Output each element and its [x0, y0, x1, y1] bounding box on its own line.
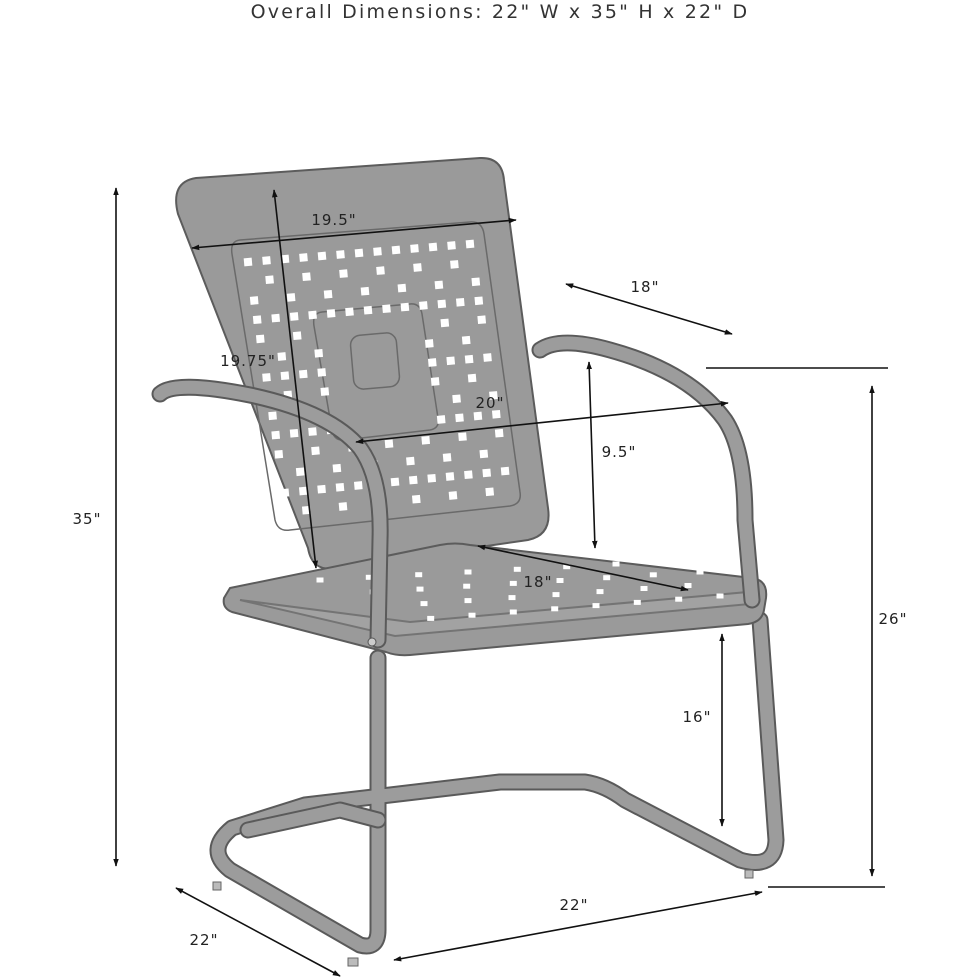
back-hole	[465, 355, 474, 364]
back-hole	[339, 502, 348, 511]
back-hole	[308, 311, 317, 320]
back-hole	[265, 275, 274, 284]
seat-hole	[415, 572, 422, 577]
arm-above-seat-label: 9.5"	[601, 443, 637, 461]
back-hole	[455, 413, 464, 422]
back-hole	[468, 374, 477, 383]
back-hole	[392, 246, 401, 255]
back-hole	[336, 250, 345, 259]
back-hole	[382, 304, 391, 313]
back-hole	[419, 301, 428, 310]
seat-hole	[421, 601, 428, 606]
seat-hole	[675, 597, 682, 602]
back-hole	[373, 247, 382, 256]
back-hole	[268, 411, 277, 420]
back-height-label: 19.75"	[220, 352, 276, 370]
back-hole	[290, 312, 299, 321]
back-hole	[354, 481, 363, 490]
back-hole	[311, 446, 320, 455]
back-hole	[277, 352, 286, 361]
back-hole	[428, 358, 437, 367]
back-hole	[361, 287, 370, 296]
seat-hole	[650, 572, 657, 577]
chair-seat	[224, 544, 767, 656]
back-hole	[244, 258, 253, 267]
back-hole	[398, 284, 407, 293]
back-hole	[391, 478, 400, 487]
back-hole	[421, 436, 430, 445]
back-hole	[425, 339, 434, 348]
seat-hole	[603, 575, 610, 580]
back-hole	[320, 387, 329, 396]
back-hole	[474, 296, 483, 305]
arm-above-seat-arrow	[589, 362, 595, 548]
seat-hole	[685, 583, 692, 588]
back-hole	[410, 244, 419, 253]
back-hole	[443, 453, 452, 462]
seat-hole	[662, 559, 669, 564]
seat-hole	[510, 610, 517, 615]
back-hole	[308, 427, 317, 436]
back-hole	[317, 368, 326, 377]
back-hole	[452, 394, 461, 403]
back-hole	[256, 335, 265, 344]
back-hole	[466, 240, 475, 249]
back-hole	[462, 336, 471, 345]
back-hole	[429, 243, 438, 252]
back-hole	[431, 377, 440, 386]
back-hole	[262, 373, 271, 382]
seat-depth-label: 18"	[523, 573, 553, 591]
back-hole	[345, 307, 354, 316]
arm-width-label: 20"	[475, 394, 505, 412]
back-hole	[427, 474, 436, 483]
seat-hole	[427, 616, 434, 621]
back-hole	[287, 293, 296, 302]
back-hole	[327, 309, 336, 318]
back-hole	[274, 450, 283, 459]
back-hole	[456, 298, 465, 307]
seat-hole	[697, 570, 704, 575]
back-hole	[364, 306, 373, 315]
back-hole	[413, 263, 422, 272]
back-hole	[271, 431, 280, 440]
back-hole	[450, 260, 459, 269]
back-hole	[401, 303, 410, 312]
back-hole	[440, 319, 449, 328]
seat-hole	[557, 578, 564, 583]
back-hole	[324, 290, 333, 299]
seat-hole	[465, 570, 472, 575]
seat-hole	[593, 603, 600, 608]
chair-base-frame	[213, 620, 776, 966]
back-hole	[302, 272, 311, 281]
seat-hole	[717, 594, 724, 599]
seat-hole	[514, 567, 521, 572]
seat-hole	[417, 587, 424, 592]
back-hole	[314, 349, 323, 358]
back-hole	[464, 470, 473, 479]
back-hole	[471, 277, 480, 286]
back-hole	[355, 249, 364, 258]
back-hole	[449, 491, 458, 500]
back-hole	[485, 487, 494, 496]
back-hole	[437, 415, 446, 424]
back-hole	[296, 467, 305, 476]
seat-hole	[317, 578, 324, 583]
seat-hole	[553, 592, 560, 597]
back-hole	[333, 464, 342, 473]
back-hole	[290, 429, 299, 438]
arm-height-label: 26"	[878, 610, 908, 628]
back-hole	[483, 353, 492, 362]
seat-hole	[465, 598, 472, 603]
back-hole	[281, 488, 290, 497]
back-hole	[409, 476, 418, 485]
back-hole	[253, 315, 262, 324]
back-hole	[447, 241, 456, 250]
seat-hole	[641, 586, 648, 591]
back-width-label: 19.5"	[311, 211, 357, 229]
back-hole	[501, 467, 510, 476]
chair-illustration	[160, 158, 776, 966]
base-depth-label: 22"	[189, 931, 219, 949]
back-hole	[482, 469, 491, 478]
back-hole	[437, 300, 446, 309]
back-hole	[495, 429, 504, 438]
back-hole	[446, 472, 455, 481]
seat-hole	[551, 606, 558, 611]
back-hole	[385, 439, 394, 448]
back-hole	[458, 432, 467, 441]
back-hole	[336, 483, 345, 492]
back-hole	[446, 356, 455, 365]
back-hole	[477, 315, 486, 324]
back-hole	[406, 457, 415, 466]
overall-height-label: 35"	[72, 510, 102, 528]
seat-hole	[463, 584, 470, 589]
seat-hole	[613, 562, 620, 567]
arm-depth-label: 18"	[630, 278, 660, 296]
base-width-label: 22"	[559, 896, 589, 914]
seat-hole	[469, 613, 476, 618]
back-hole	[317, 485, 326, 494]
back-hole	[479, 450, 488, 459]
seat-hole	[509, 595, 516, 600]
back-hole	[281, 371, 290, 380]
back-hole	[474, 412, 483, 421]
back-hole	[271, 314, 280, 323]
back-hole	[412, 495, 421, 504]
back-hole	[435, 281, 444, 290]
back-hole	[293, 331, 302, 340]
back-hole	[262, 256, 271, 265]
back-hole	[299, 370, 308, 379]
back-hole	[376, 266, 385, 275]
seat-hole	[634, 600, 641, 605]
back-hole	[250, 296, 259, 305]
back-hole	[318, 252, 327, 261]
overall-dimensions-title: Overall Dimensions: 22" W x 35" H x 22" D	[250, 1, 750, 23]
seat-height-label: 16"	[682, 708, 712, 726]
back-hole	[299, 253, 308, 262]
seat-hole	[597, 589, 604, 594]
seat-hole	[510, 581, 517, 586]
back-hole	[339, 269, 348, 278]
